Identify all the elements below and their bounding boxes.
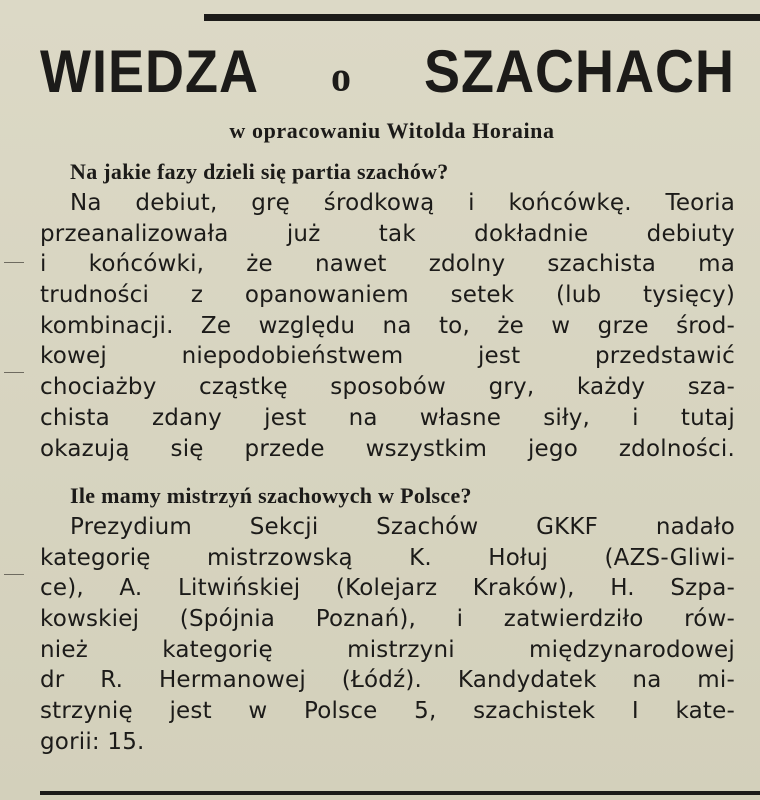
- title-word-2: o: [330, 52, 352, 101]
- section-2-line: kowskiej (Spójnia Poznań), i zatwierdziło rów-: [40, 606, 735, 633]
- section-1-line: kombinacji. Ze względu na to, że w grze środ-: [40, 312, 735, 339]
- section-1-line: okazują się przede wszystkim jego zdolności.: [40, 435, 735, 462]
- section-1-line: i końcówki, że nawet zdolny szachista ma: [40, 251, 735, 278]
- section-2-line: dr R. Hermanowej (Łódź). Kandydatek na mi-: [40, 667, 735, 694]
- section-1-question: Na jakie fazy dzieli się partia szachów?: [70, 159, 449, 184]
- byline: w opracowaniu Witolda Horaina: [229, 118, 555, 143]
- section-1-line: trudności z opanowaniem setek (lub tysięcy): [40, 282, 735, 309]
- section-2-line: strzynię jest w Polsce 5, szachistek I kate-: [40, 698, 735, 725]
- section-2-line: ce), A. Litwińskiej (Kolejarz Kraków), H. Szpa-: [40, 575, 735, 602]
- margin-mark: [4, 574, 24, 575]
- section-1-line: chociażby cząstkę sposobów gry, każdy sza-: [40, 374, 735, 401]
- section-2: [40, 480, 735, 758]
- margin-mark: [4, 262, 24, 263]
- section-1-line: Na debiut, grę środkową i końcówkę. Teoria: [70, 190, 735, 216]
- section-1-line: przeanalizowała już tak dokładnie debiuty: [40, 220, 735, 247]
- section-2-line: Prezydium Sekcji Szachów GKKF nadało: [70, 514, 735, 540]
- section-1: [40, 156, 735, 464]
- section-1-line: kowej niepodobieństwem jest przedstawić: [40, 343, 735, 370]
- section-2-line: nież kategorię mistrzyni międzynarodowej: [40, 636, 735, 663]
- section-2-line: gorii: 15.: [40, 728, 145, 755]
- title-word-1: WIEDZA: [40, 38, 259, 106]
- section-2-question: Ile mamy mistrzyń szachowych w Polsce?: [70, 483, 472, 508]
- top-rule: [204, 14, 760, 21]
- margin-mark: [4, 372, 24, 373]
- article-title: [40, 36, 735, 108]
- section-2-line: kategorię mistrzowską K. Hołuj (AZS-Gliwi-: [40, 544, 735, 571]
- section-1-line: chista zdany jest na własne siły, i tutaj: [40, 404, 735, 431]
- title-word-3: SZACHACH: [424, 38, 735, 106]
- bottom-rule: [40, 791, 760, 795]
